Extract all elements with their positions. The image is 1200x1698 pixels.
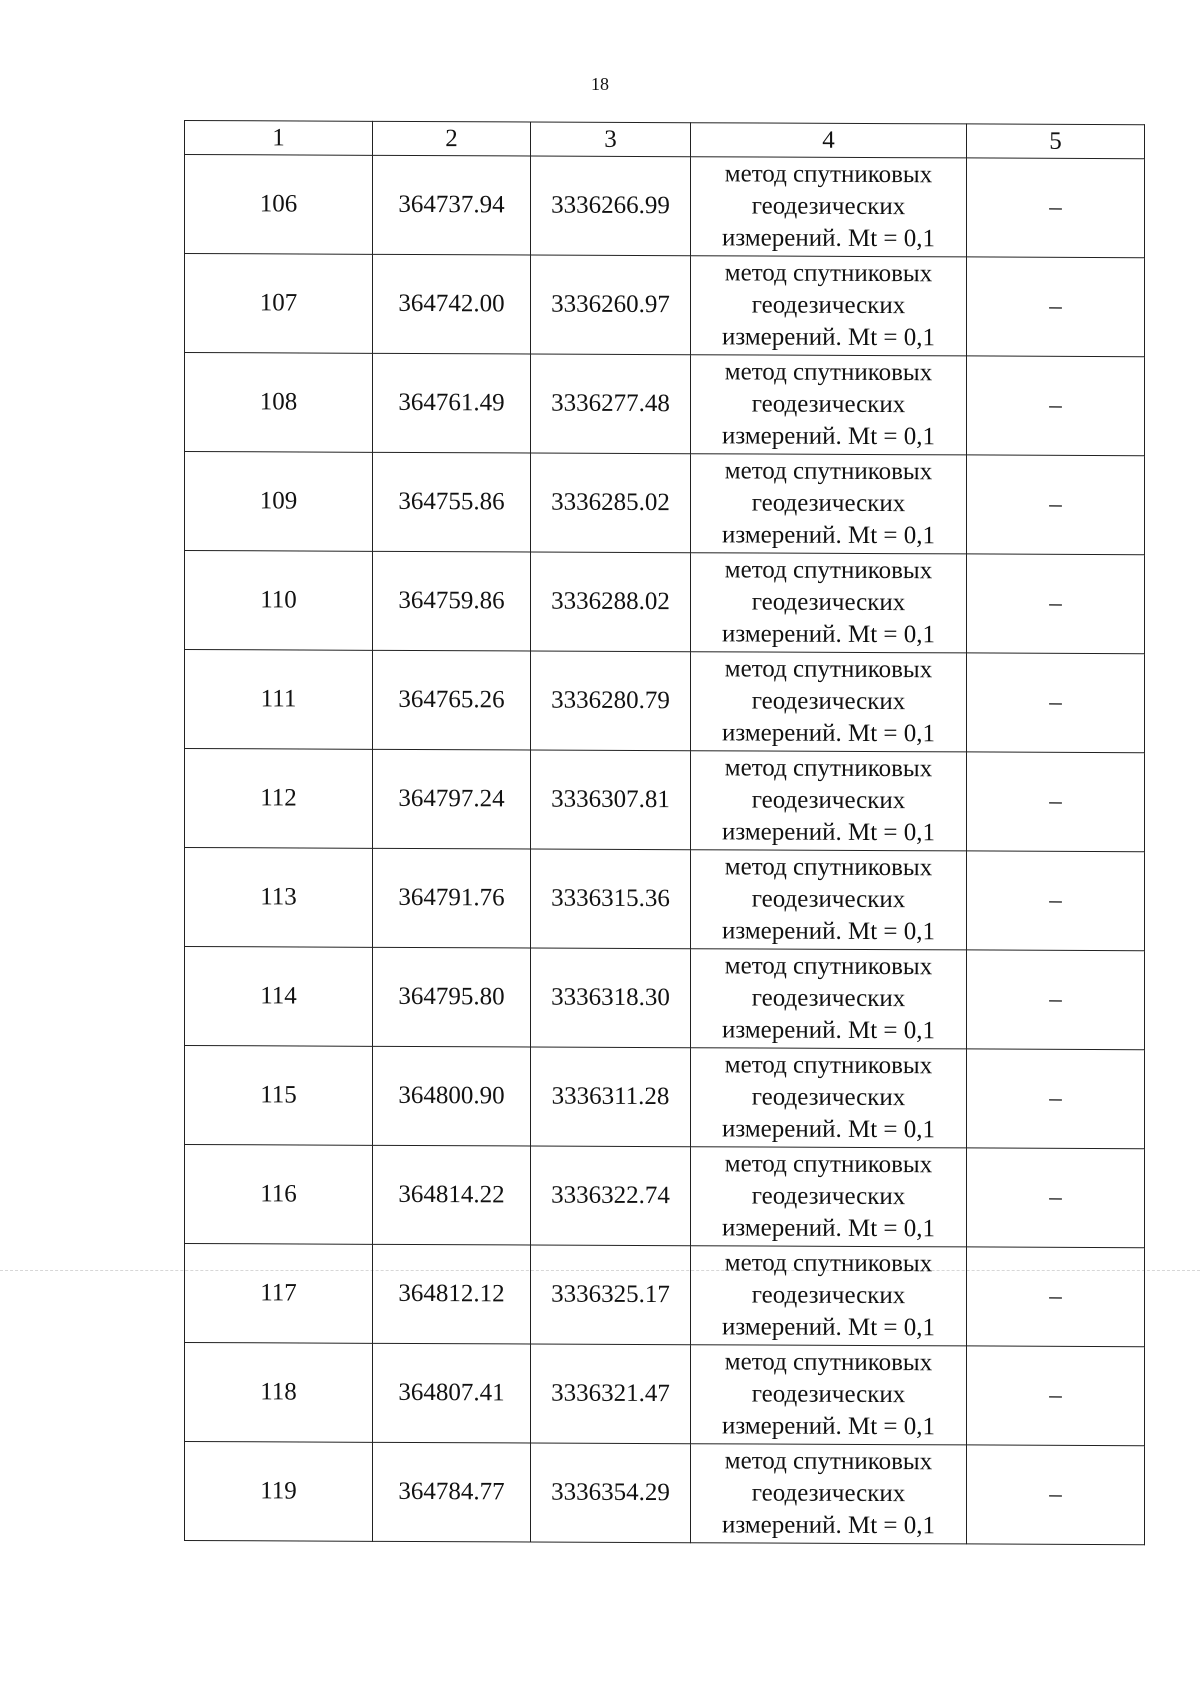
method-cell bbox=[691, 652, 967, 752]
table-row bbox=[185, 254, 1145, 357]
method-cell bbox=[691, 1048, 967, 1148]
method-cell bbox=[691, 1444, 967, 1544]
empty-value-cell: – bbox=[967, 752, 1145, 852]
method-description bbox=[691, 158, 966, 255]
page-number: 18 bbox=[591, 74, 609, 94]
table-body bbox=[185, 121, 1145, 1545]
table-row bbox=[185, 1145, 1145, 1248]
method-cell bbox=[691, 850, 967, 950]
method-cell bbox=[691, 949, 967, 1049]
empty-value-cell: – bbox=[967, 1247, 1145, 1347]
table-row bbox=[185, 1046, 1145, 1149]
method-line: геодезических bbox=[751, 588, 906, 617]
method-line: измерений. Mt = 0,1 bbox=[721, 1115, 936, 1144]
method-line: геодезических bbox=[751, 1182, 906, 1211]
point-number-cell: 119 bbox=[185, 1442, 373, 1542]
method-line: геодезических bbox=[751, 192, 906, 221]
column-header-4: 4 bbox=[691, 123, 967, 158]
method-line: измерений. Mt = 0,1 bbox=[721, 323, 936, 352]
point-number-cell: 107 bbox=[185, 254, 373, 354]
method-line: измерений. Mt = 0,1 bbox=[721, 1016, 936, 1045]
method-cell bbox=[691, 553, 967, 653]
method-line: геодезических bbox=[751, 489, 906, 518]
method-line: измерений. Mt = 0,1 bbox=[721, 818, 936, 847]
method-line: геодезических bbox=[751, 1281, 906, 1310]
point-number-cell: 115 bbox=[185, 1046, 373, 1146]
y-coordinate-cell: 3336260.97 bbox=[531, 255, 691, 355]
method-cell bbox=[691, 157, 967, 257]
method-line: геодезических bbox=[751, 390, 906, 419]
method-description bbox=[691, 1049, 966, 1146]
method-description bbox=[691, 356, 966, 453]
method-line: метод спутниковых bbox=[724, 1447, 933, 1476]
method-description bbox=[691, 653, 966, 750]
method-description bbox=[691, 1346, 966, 1443]
method-line: геодезических bbox=[751, 885, 906, 914]
method-cell bbox=[691, 454, 967, 554]
y-coordinate-cell: 3336318.30 bbox=[531, 948, 691, 1048]
point-number-cell: 111 bbox=[185, 650, 373, 750]
empty-value-cell: – bbox=[967, 950, 1145, 1050]
x-coordinate-cell: 364761.49 bbox=[373, 353, 531, 453]
table-row bbox=[185, 1343, 1145, 1446]
table-row bbox=[185, 848, 1145, 951]
method-line: метод спутниковых bbox=[724, 754, 933, 783]
point-number-cell: 109 bbox=[185, 452, 373, 552]
empty-value-cell: – bbox=[967, 1445, 1145, 1545]
y-coordinate-cell: 3336307.81 bbox=[531, 750, 691, 850]
method-line: геодезических bbox=[751, 1083, 906, 1112]
method-description bbox=[691, 1445, 966, 1542]
y-coordinate-cell: 3336288.02 bbox=[531, 552, 691, 652]
method-description bbox=[691, 950, 966, 1047]
y-coordinate-cell: 3336280.79 bbox=[531, 651, 691, 751]
method-line: измерений. Mt = 0,1 bbox=[721, 224, 936, 253]
table-row bbox=[185, 749, 1145, 852]
empty-value-cell: – bbox=[967, 1346, 1145, 1446]
method-line: метод спутниковых bbox=[724, 1051, 933, 1080]
x-coordinate-cell: 364742.00 bbox=[373, 254, 531, 354]
method-line: геодезических bbox=[751, 687, 906, 716]
method-line: измерений. Mt = 0,1 bbox=[721, 521, 936, 550]
x-coordinate-cell: 364759.86 bbox=[373, 551, 531, 651]
point-number-cell: 117 bbox=[185, 1244, 373, 1344]
column-header-1: 1 bbox=[185, 121, 373, 156]
empty-value-cell: – bbox=[967, 1148, 1145, 1248]
method-line: метод спутниковых bbox=[724, 1150, 933, 1179]
method-line: измерений. Mt = 0,1 bbox=[721, 917, 936, 946]
method-line: метод спутниковых bbox=[724, 358, 933, 387]
empty-value-cell: – bbox=[967, 554, 1145, 654]
method-description bbox=[691, 1148, 966, 1245]
method-line: метод спутниковых bbox=[724, 457, 933, 486]
empty-value-cell: – bbox=[967, 356, 1145, 456]
method-line: геодезических bbox=[751, 786, 906, 815]
coordinates-table-container bbox=[184, 120, 1144, 1545]
method-line: геодезических bbox=[751, 291, 906, 320]
method-line: измерений. Mt = 0,1 bbox=[721, 1511, 936, 1540]
point-number-cell: 118 bbox=[185, 1343, 373, 1443]
method-line: метод спутниковых bbox=[724, 853, 933, 882]
table-row bbox=[185, 452, 1145, 555]
table-header-row bbox=[185, 121, 1145, 159]
method-cell bbox=[691, 1345, 967, 1445]
empty-value-cell: – bbox=[967, 158, 1145, 258]
method-cell bbox=[691, 355, 967, 455]
empty-value-cell: – bbox=[967, 653, 1145, 753]
coordinates-table bbox=[184, 120, 1145, 1545]
point-number-cell: 112 bbox=[185, 749, 373, 849]
method-description bbox=[691, 752, 966, 849]
column-header-5: 5 bbox=[967, 124, 1145, 159]
method-line: метод спутниковых bbox=[724, 952, 933, 981]
method-line: геодезических bbox=[751, 984, 906, 1013]
y-coordinate-cell: 3336321.47 bbox=[531, 1344, 691, 1444]
method-line: измерений. Mt = 0,1 bbox=[721, 620, 936, 649]
y-coordinate-cell: 3336315.36 bbox=[531, 849, 691, 949]
x-coordinate-cell: 364795.80 bbox=[373, 947, 531, 1047]
method-cell bbox=[691, 1246, 967, 1346]
method-line: измерений. Mt = 0,1 bbox=[721, 1313, 936, 1342]
point-number-cell: 106 bbox=[185, 155, 373, 255]
empty-value-cell: – bbox=[967, 455, 1145, 555]
method-line: метод спутниковых bbox=[724, 1348, 933, 1377]
x-coordinate-cell: 364765.26 bbox=[373, 650, 531, 750]
table-row bbox=[185, 353, 1145, 456]
method-line: геодезических bbox=[751, 1479, 906, 1508]
x-coordinate-cell: 364807.41 bbox=[373, 1343, 531, 1443]
method-line: геодезических bbox=[751, 1380, 906, 1409]
empty-value-cell: – bbox=[967, 851, 1145, 951]
table-row bbox=[185, 155, 1145, 258]
x-coordinate-cell: 364737.94 bbox=[373, 155, 531, 255]
y-coordinate-cell: 3336266.99 bbox=[531, 156, 691, 256]
table-row bbox=[185, 650, 1145, 753]
method-line: измерений. Mt = 0,1 bbox=[721, 1214, 936, 1243]
method-line: метод спутниковых bbox=[724, 160, 933, 189]
method-description bbox=[691, 257, 966, 354]
point-number-cell: 114 bbox=[185, 947, 373, 1047]
method-line: метод спутниковых bbox=[724, 655, 933, 684]
x-coordinate-cell: 364784.77 bbox=[373, 1442, 531, 1542]
empty-value-cell: – bbox=[967, 257, 1145, 357]
method-line: метод спутниковых bbox=[724, 259, 933, 288]
point-number-cell: 116 bbox=[185, 1145, 373, 1245]
method-line: измерений. Mt = 0,1 bbox=[721, 422, 936, 451]
y-coordinate-cell: 3336285.02 bbox=[531, 453, 691, 553]
column-header-2: 2 bbox=[373, 121, 531, 156]
y-coordinate-cell: 3336354.29 bbox=[531, 1443, 691, 1543]
method-cell bbox=[691, 1147, 967, 1247]
x-coordinate-cell: 364800.90 bbox=[373, 1046, 531, 1146]
method-line: измерений. Mt = 0,1 bbox=[721, 719, 936, 748]
method-description bbox=[691, 455, 966, 552]
y-coordinate-cell: 3336311.28 bbox=[531, 1047, 691, 1147]
x-coordinate-cell: 364791.76 bbox=[373, 848, 531, 948]
method-description bbox=[691, 1247, 966, 1344]
point-number-cell: 110 bbox=[185, 551, 373, 651]
table-row bbox=[185, 551, 1145, 654]
y-coordinate-cell: 3336325.17 bbox=[531, 1245, 691, 1345]
method-line: измерений. Mt = 0,1 bbox=[721, 1412, 936, 1441]
point-number-cell: 108 bbox=[185, 353, 373, 453]
method-description bbox=[691, 554, 966, 651]
table-row bbox=[185, 1244, 1145, 1347]
point-number-cell: 113 bbox=[185, 848, 373, 948]
x-coordinate-cell: 364814.22 bbox=[373, 1145, 531, 1245]
method-line: метод спутниковых bbox=[724, 1249, 933, 1278]
method-cell bbox=[691, 256, 967, 356]
x-coordinate-cell: 364797.24 bbox=[373, 749, 531, 849]
x-coordinate-cell: 364755.86 bbox=[373, 452, 531, 552]
empty-value-cell: – bbox=[967, 1049, 1145, 1149]
column-header-3: 3 bbox=[531, 122, 691, 157]
y-coordinate-cell: 3336277.48 bbox=[531, 354, 691, 454]
table-row bbox=[185, 947, 1145, 1050]
method-description bbox=[691, 851, 966, 948]
table-row bbox=[185, 1442, 1145, 1545]
method-line: метод спутниковых bbox=[724, 556, 933, 585]
y-coordinate-cell: 3336322.74 bbox=[531, 1146, 691, 1246]
method-cell bbox=[691, 751, 967, 851]
x-coordinate-cell: 364812.12 bbox=[373, 1244, 531, 1344]
